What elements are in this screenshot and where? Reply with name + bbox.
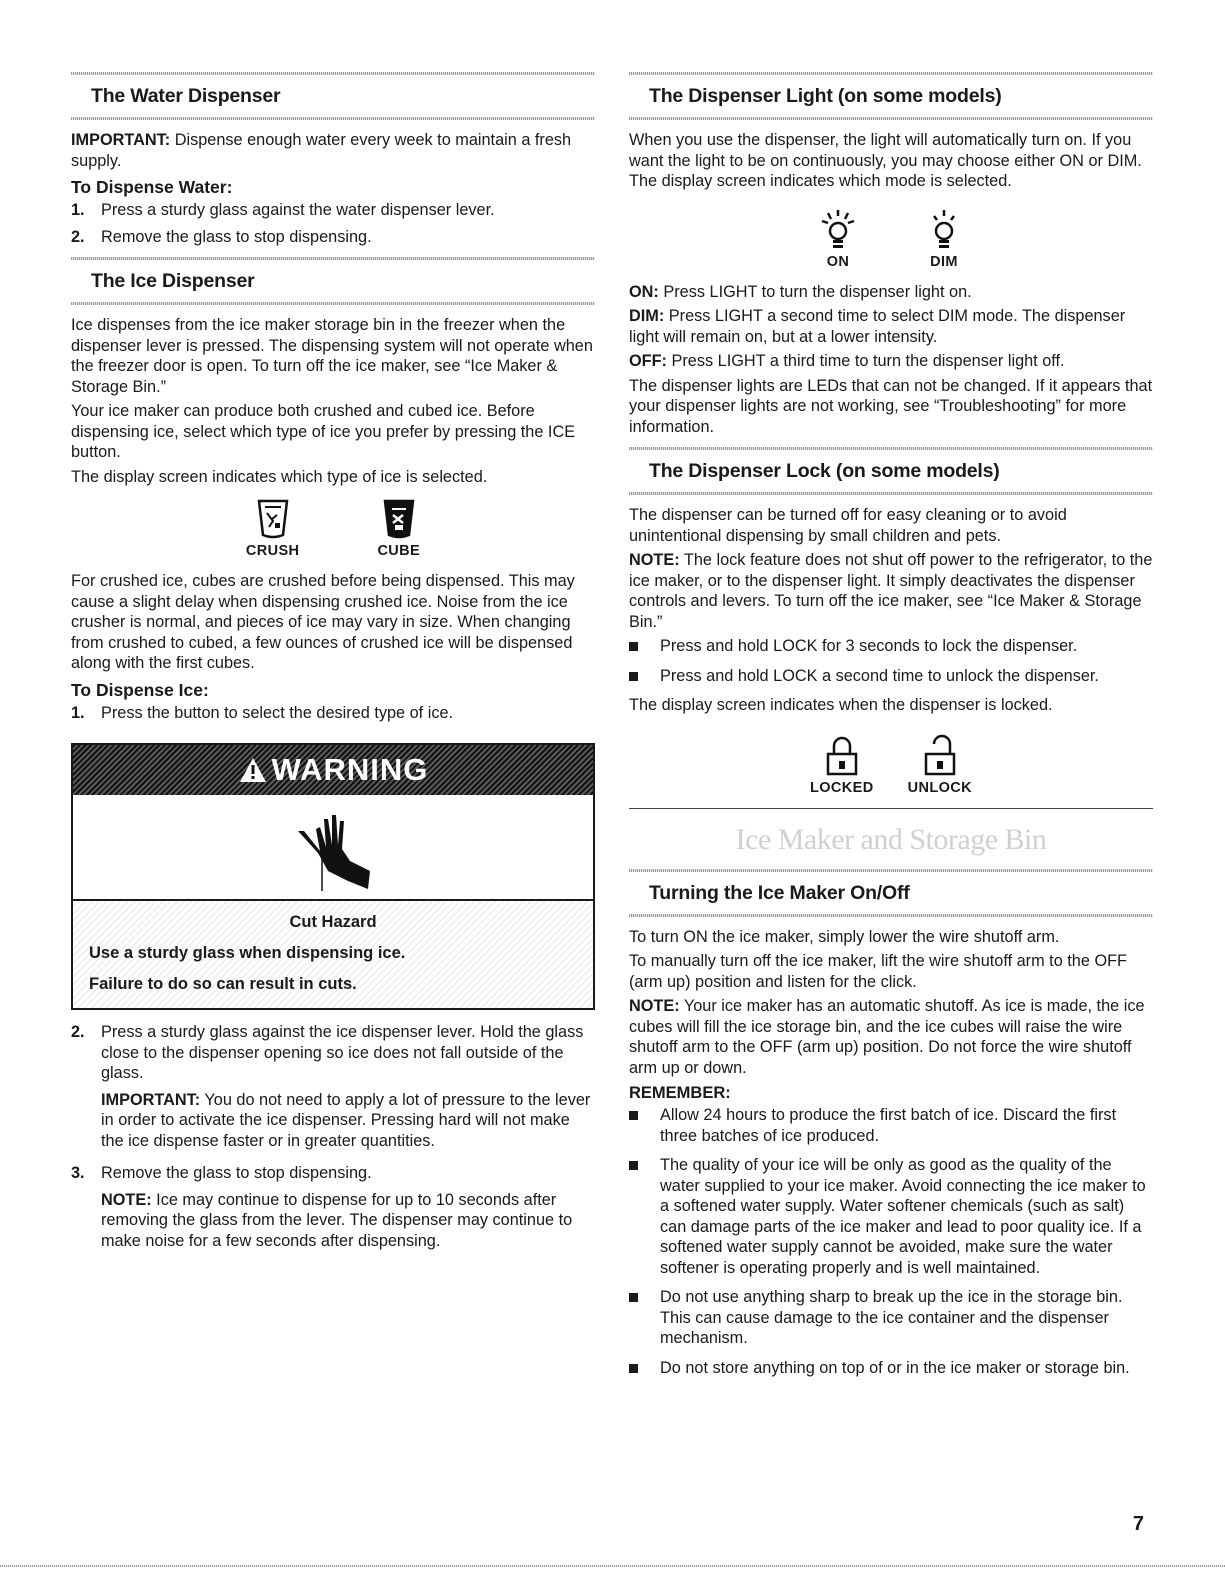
- unlock-indicator: [908, 734, 972, 796]
- dim-indicator: [924, 206, 964, 270]
- cube-label: CUBE: [377, 543, 421, 559]
- ice-steps-continued: [71, 1022, 595, 1257]
- dispenser-light-heading: The Dispenser Light (on some models): [649, 85, 1002, 107]
- light-on: ON: Press LIGHT to turn the dispenser light on.: [629, 282, 972, 301]
- bulb-dim-icon: [924, 206, 964, 252]
- crush-icon: [255, 497, 291, 541]
- warning-body: [73, 901, 593, 1008]
- ice-type-icons: [71, 497, 595, 559]
- list-item: Do not use anything sharp to break up the ice in the storage bin. This can cause damage to the ice container and the dispenser mechanism.: [629, 1287, 1153, 1349]
- dispenser-lock-heading: The Dispenser Lock (on some models): [649, 460, 1000, 482]
- list-item: 2. Remove the glass to stop dispensing.: [71, 227, 372, 246]
- list-item: 1. Press a sturdy glass against the water dispenser lever.: [71, 201, 495, 219]
- bulb-on-icon: [818, 206, 858, 252]
- list-item: 2. Press a sturdy glass against the ice dispenser lever. Hold the glass close to the dispenser opening so ice does not fall outside of the glass. IMPORTANT: You do not need to apply a lot of pressure to the lever in order to activate the ice dispenser. Pressing hard will not make the ice dispense faster or in greater quantities.: [71, 1023, 591, 1150]
- section-rule: [71, 117, 595, 120]
- light-off: OFF: Press LIGHT a third time to turn the dispenser light off.: [629, 352, 1065, 370]
- onoff-paragraph-2: To manually turn off the ice maker, lift the wire shutoff arm to the OFF (arm up) position and listen for the click.: [629, 952, 1127, 991]
- warning-title: WARNING: [271, 752, 429, 787]
- warning-line-1: Use a sturdy glass when dispensing ice.: [89, 944, 406, 962]
- dispense-water-subheading: To Dispense Water:: [71, 177, 233, 197]
- warning-triangle-icon: [238, 756, 268, 784]
- list-item: 1. Press the button to select the desired type of ice.: [71, 703, 454, 722]
- ice-steps: [71, 703, 595, 724]
- list-item: Allow 24 hours to produce the first batch of ice. Discard the first three batches of ice produced.: [629, 1105, 1153, 1146]
- warning-line-2: Failure to do so can result in cuts.: [89, 975, 357, 993]
- right-column: [629, 72, 1153, 1387]
- list-item: Press and hold LOCK a second time to unlock the dispenser.: [629, 666, 1153, 687]
- locked-label: LOCKED: [809, 779, 874, 796]
- remember-heading: REMEMBER:: [629, 1084, 731, 1102]
- lock-open-icon: [920, 734, 960, 778]
- remember-bullets: [629, 1105, 1153, 1378]
- lock-note: NOTE: The lock feature does not shut off power to the refrigerator, to the ice maker, or to the dispenser light. It simply deactivates the dispenser controls and levers. To turn off the ice maker, see “Ice Maker & Storage Bin.”: [629, 551, 1153, 631]
- ice-maker-onoff-heading: Turning the Ice Maker On/Off: [649, 881, 910, 904]
- warning-hazard: Cut Hazard: [289, 913, 377, 931]
- page-number: 7: [1132, 1513, 1144, 1535]
- cut-hand-icon: [288, 801, 378, 893]
- unlock-label: UNLOCK: [907, 779, 973, 796]
- section-rule: [629, 492, 1153, 495]
- lock-bullets: [629, 636, 1153, 686]
- lock-icons: [629, 734, 1153, 796]
- ice-paragraph-3: The display screen indicates which type of ice is selected.: [71, 467, 488, 486]
- warning-header: [73, 745, 593, 795]
- lock-paragraph-2: The display screen indicates when the dispenser is locked.: [629, 696, 1053, 714]
- ice-paragraph-1: Ice dispenses from the ice maker storage bin in the freezer when the dispenser lever is pressed. The dispensing system will not operate when the freezer door is open. To turn off the ice maker, see “Ice Maker & Storage Bin.”: [71, 316, 593, 396]
- warning-image: [73, 795, 593, 901]
- list-item: The quality of your ice will be only as good as the quality of the water supplied to your ice maker. Avoid connecting the ice maker to a softened water supply. Water softener chemicals (such as salt) can damage parts of the ice maker and lead to poor quality ice. If a softened water supply cannot be avoided, make sure the water softener is operating properly and is well maintained.: [629, 1155, 1153, 1278]
- crush-indicator: [246, 497, 300, 559]
- cube-icon: [381, 497, 417, 541]
- water-steps: [71, 200, 595, 247]
- on-indicator: [818, 206, 858, 270]
- left-column: [71, 72, 595, 1263]
- warning-box: [71, 743, 595, 1010]
- light-paragraph-1: When you use the dispenser, the light will automatically turn on. If you want the light to be on continuously, you may choose either ON or DIM. The display screen indicates which mode is selected.: [629, 131, 1142, 190]
- ice-paragraph-4: For crushed ice, cubes are crushed before being dispensed. This may cause a slight delay when dispensing crushed ice. Noise from the ice crusher is normal, and pieces of ice may vary in size. When changing from crushed to cubed, a few ounces of crushed ice will be dispensed along with the first cubes.: [71, 572, 575, 672]
- light-dim: DIM: Press LIGHT a second time to select DIM mode. The dispenser light will remain on, but at a lower intensity.: [629, 307, 1126, 346]
- section-rule: [71, 302, 595, 305]
- list-item: Press and hold LOCK for 3 seconds to lock the dispenser.: [629, 636, 1153, 657]
- ice-paragraph-2: Your ice maker can produce both crushed and cubed ice. Before dispensing ice, select which type of ice you prefer by pressing the ICE button.: [71, 402, 576, 461]
- light-paragraph-2: The dispenser lights are LEDs that can not be changed. If it appears that your dispenser lights are not working, see “Troubleshooting” for more information.: [629, 376, 1153, 436]
- divider: [629, 808, 1153, 809]
- light-icons: [629, 206, 1153, 270]
- crush-label: CRUSH: [245, 543, 300, 559]
- cube-indicator: [377, 497, 420, 559]
- section-rule: [629, 914, 1153, 917]
- lock-closed-icon: [822, 734, 862, 778]
- dim-label: DIM: [930, 253, 958, 270]
- water-dispenser-heading: The Water Dispenser: [91, 85, 281, 107]
- onoff-note: NOTE: Your ice maker has an automatic shutoff. As ice is made, the ice cubes will fill the ice storage bin, and the ice cubes will raise the wire shutoff arm to the OFF (arm up) position. Do not force the wire shutoff arm up or down.: [629, 997, 1145, 1077]
- ice-dispenser-heading: The Ice Dispenser: [91, 270, 255, 292]
- list-item: 3. Remove the glass to stop dispensing. NOTE: Ice may continue to dispense for up to 10 seconds after removing the glass from the lever. The dispenser may continue to make noise for a few seconds after dispensing.: [71, 1164, 573, 1250]
- on-label: ON: [826, 253, 850, 270]
- list-item: Do not store anything on top of or in the ice maker or storage bin.: [629, 1358, 1153, 1379]
- lock-paragraph-1: The dispenser can be turned off for easy cleaning or to avoid unintentional dispensing by small children and pets.: [629, 506, 1067, 545]
- onoff-paragraph-1: To turn ON the ice maker, simply lower the wire shutoff arm.: [629, 927, 1060, 946]
- water-important: IMPORTANT: Dispense enough water every week to maintain a fresh supply.: [71, 131, 572, 170]
- locked-indicator: [810, 734, 874, 796]
- section-rule: [629, 117, 1153, 120]
- bottom-rule: [0, 1565, 1225, 1567]
- ice-maker-storage-title: Ice Maker and Storage Bin: [735, 822, 1047, 856]
- dispense-ice-subheading: To Dispense Ice:: [71, 679, 209, 700]
